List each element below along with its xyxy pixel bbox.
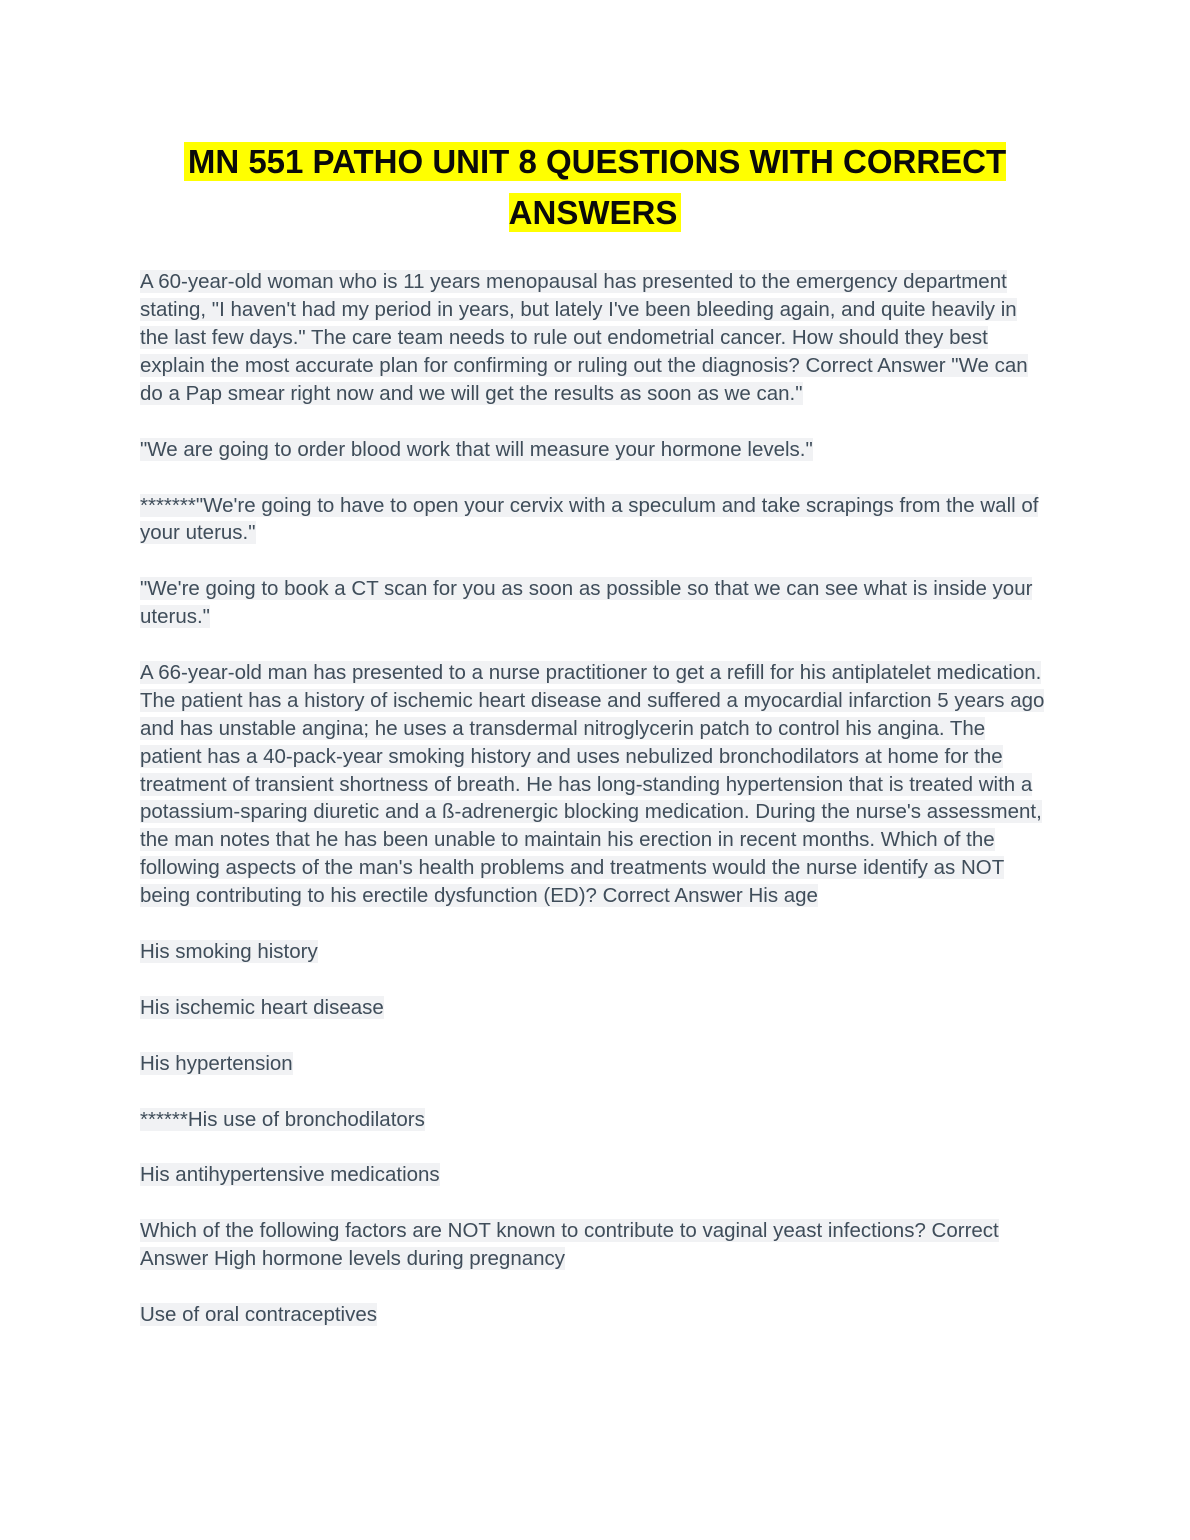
paragraph-text: *******"We're going to have to open your cervix with a speculum and take scrapings from the wall of your uterus." (140, 493, 1039, 545)
paragraph-question-2 (140, 659, 1050, 910)
paragraph-text: "We're going to book a CT scan for you as soon as possible so that we can see what is inside your uterus." (140, 577, 1033, 629)
paragraph-text: "We are going to order blood work that will measure your hormone levels." (140, 437, 813, 461)
paragraph-text: His antihypertensive medications (140, 1163, 440, 1187)
paragraph-text: Use of oral contraceptives (140, 1303, 378, 1327)
paragraph-text: A 66-year-old man has presented to a nurse practitioner to get a refill for his antiplatelet medication. The patient has a history of ischemic heart disease and suffered a myocardial infarction 5 years ago and has unstable angina; he uses a transdermal nitroglycerin patch to control his angina. The patient has a 40-pack-year smoking history and uses nebulized bronchodilators at home for the treatment of transient shortness of breath. He has long-standing hypertension that is treated with a potassium-sparing diuretic and a ß-adrenergic blocking medication. During the nurse's assessment, the man notes that he has been unable to maintain his erection in recent months. Which of the following aspects of the man's health problems and treatments would the nurse identify as NOT being contributing to his erectile dysfunction (ED)? Correct Answer His age (140, 661, 1045, 908)
paragraph-text: Which of the following factors are NOT known to contribute to vaginal yeast infections? Correct Answer High hormone levels during pregnancy (140, 1219, 999, 1271)
paragraph-option (140, 938, 1050, 966)
paragraph-option-starred (140, 492, 1050, 548)
paragraph-text: His hypertension (140, 1051, 293, 1075)
paragraph-text: ******His use of bronchodilators (140, 1107, 425, 1131)
paragraph-option (140, 575, 1050, 631)
paragraph-option (140, 1161, 1050, 1189)
page-title (173, 136, 1018, 238)
paragraph-text: A 60-year-old woman who is 11 years menopausal has presented to the emergency department stating, "I haven't had my period in years, but lately I've been bleeding again, and quite heavily in the last few days." The care team needs to rule out endometrial cancer. How should they best explain the most accurate plan for confirming or ruling out the diagnosis? Correct Answer "We can do a Pap smear right now and we will get the results as soon as we can." (140, 270, 1028, 405)
paragraph-option (140, 994, 1050, 1022)
paragraph-question-3 (140, 1217, 1050, 1273)
document-body (140, 268, 1050, 1329)
paragraph-question-1 (140, 268, 1050, 407)
paragraph-option (140, 1050, 1050, 1078)
paragraph-option-starred (140, 1106, 1050, 1134)
paragraph-text: His ischemic heart disease (140, 995, 384, 1019)
paragraph-text: His smoking history (140, 939, 318, 963)
title-highlight: MN 551 PATHO UNIT 8 QUESTIONS WITH CORRECT ANSWERS (184, 142, 1006, 232)
paragraph-option (140, 436, 1050, 464)
paragraph-option (140, 1301, 1050, 1329)
